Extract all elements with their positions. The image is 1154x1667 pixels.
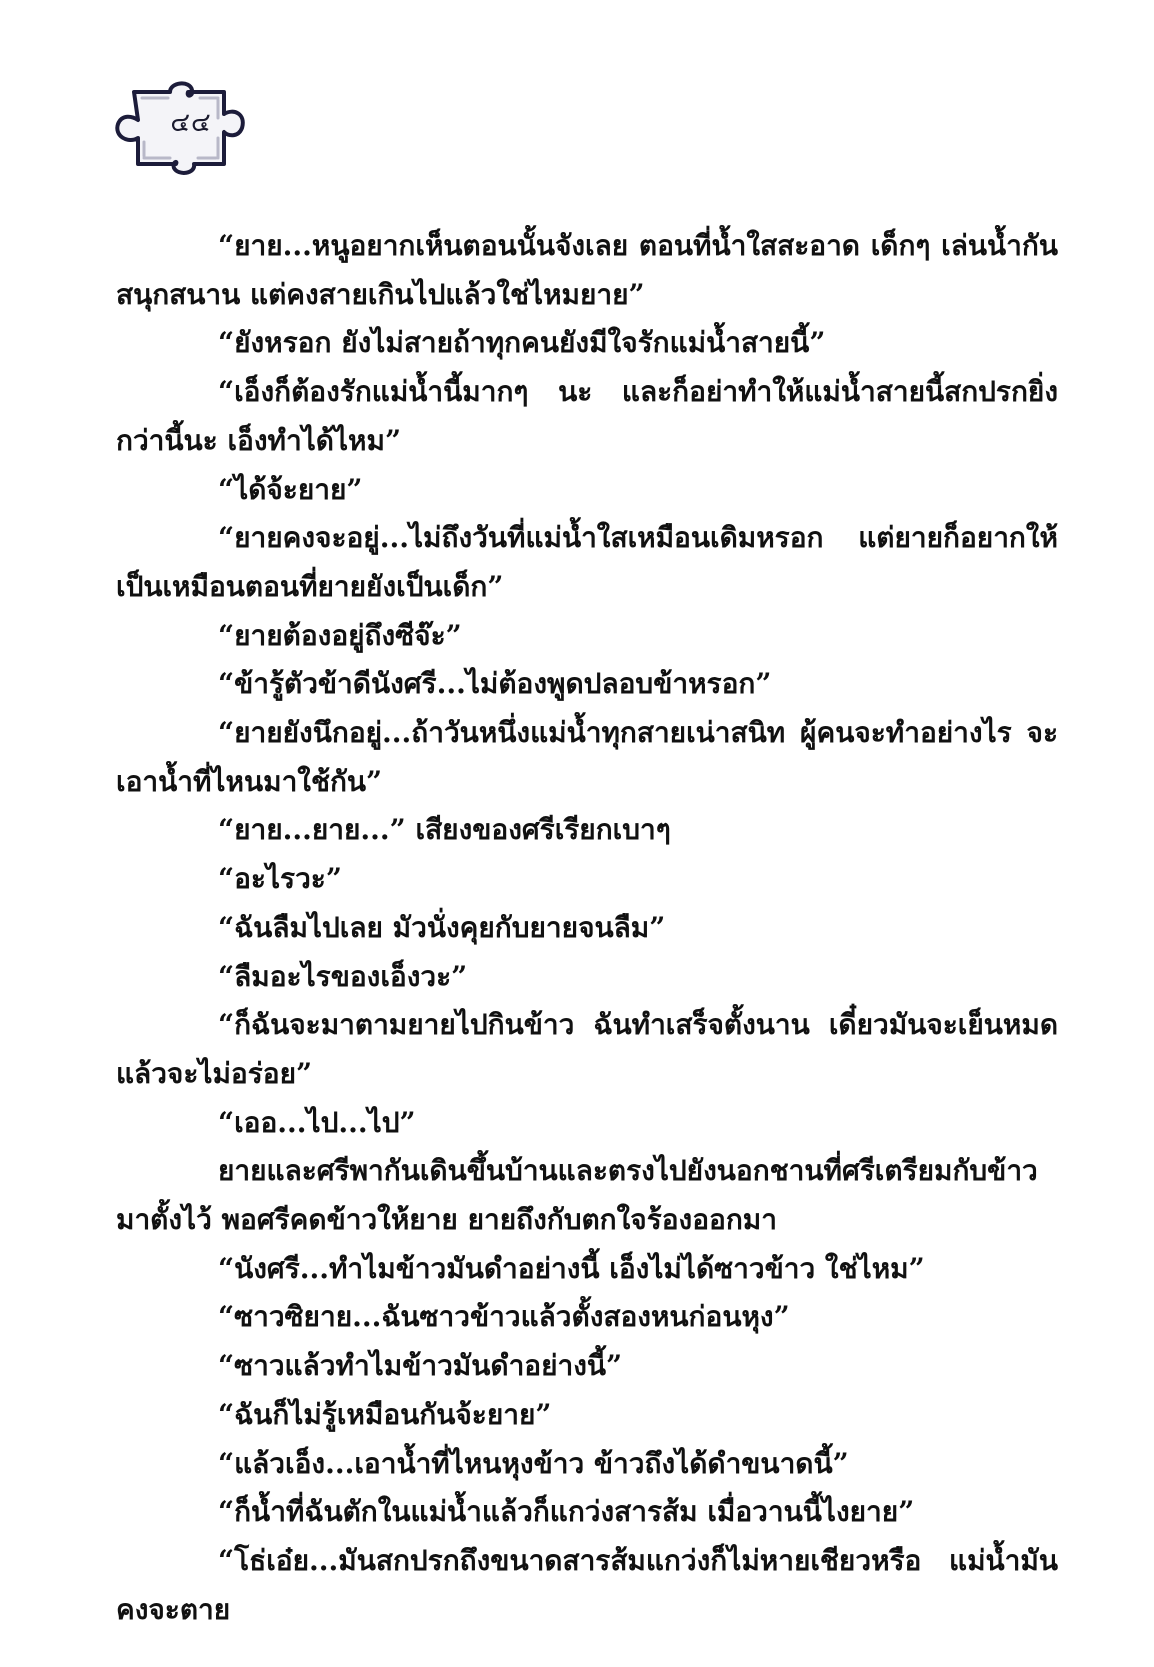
- paragraph: “เอ็งก็ต้องรักแม่น้ำนี้มากๆ นะ และก็อย่าทำให้แม่น้ำสายนี้สกปรกยิ่งกว่านี้นะ เอ็งทำได้ไหม”: [116, 375, 1058, 457]
- paragraph: “ซาวซิยาย...ฉันซาวข้าวแล้วตั้งสองหนก่อนหุง”: [218, 1300, 790, 1334]
- paragraph: “ยายต้องอยู่ถึงซีจ๊ะ”: [218, 618, 462, 652]
- paragraph: “นังศรี...ทำไมข้าวมันดำอย่างนี้ เอ็งไม่ได้ซาวข้าว ใช่ไหม”: [218, 1251, 925, 1285]
- paragraph: “โธ่เอ๋ย...มันสกปรกถึงขนาดสารส้มแกว่งก็ไม่หายเชียวหรือ แม่น้ำมันคงจะตาย: [116, 1543, 1058, 1626]
- paragraph: “ยังหรอก ยังไม่สายถ้าทุกคนยังมีใจรักแม่น้ำสายนี้”: [218, 326, 826, 360]
- paragraph: “ฉันลืมไปเลย มัวนั่งคุยกับยายจนลืม”: [218, 910, 666, 944]
- paragraph: “ฉันก็ไม่รู้เหมือนกันจ้ะยาย”: [218, 1397, 552, 1431]
- paragraph: “ยาย...ยาย...” เสียงของศรีเรียกเบาๆ: [218, 813, 671, 847]
- page-number: ๔๔: [170, 108, 212, 138]
- paragraph: “แล้วเอ็ง...เอาน้ำที่ไหนหุงข้าว ข้าวถึงได้ดำขนาดนี้”: [218, 1446, 849, 1480]
- paragraph: “ยายยังนึกอยู่...ถ้าวันหนึ่งแม่น้ำทุกสายเน่าสนิท ผู้คนจะทำอย่างไร จะเอาน้ำที่ไหนมาใช้กัน”: [116, 716, 1058, 798]
- paragraph: “ก็ฉันจะมาตามยายไปกินข้าว ฉันทำเสร็จตั้งนาน เดี๋ยวมันจะเย็นหมดแล้วจะไม่อร่อย”: [116, 1008, 1058, 1090]
- paragraph: “ก็น้ำที่ฉันตักในแม่น้ำแล้วก็แกว่งสารส้ม เมื่อวานนี้ไงยาย”: [218, 1495, 915, 1529]
- paragraph: “ข้ารู้ตัวข้าดีนังศรี...ไม่ต้องพูดปลอบข้าหรอก”: [218, 667, 772, 701]
- puzzle-piece-page-number-badge: [112, 78, 262, 178]
- paragraph: “ลืมอะไรของเอ็งวะ”: [218, 959, 468, 993]
- paragraph: “ซาวแล้วทำไมข้าวมันดำอย่างนี้”: [218, 1349, 623, 1383]
- paragraph: “ยาย...หนูอยากเห็นตอนนั้นจังเลย ตอนที่น้ำใสสะอาด เด็กๆ เล่นน้ำกันสนุกสนาน แต่คงสายเกินไปแล้วใช่ไหมยาย”: [116, 229, 1058, 311]
- story-text: [116, 222, 1058, 1634]
- paragraph: “เออ...ไป...ไป”: [218, 1105, 416, 1139]
- paragraph: “ยายคงจะอยู่...ไม่ถึงวันที่แม่น้ำใสเหมือนเดิมหรอก แต่ยายก็อยากให้เป็นเหมือนตอนที่ยายยังเป็นเด็ก”: [116, 521, 1058, 603]
- paragraph: “อะไรวะ”: [218, 862, 342, 896]
- paragraph: ยายและศรีพากันเดินขึ้นบ้านและตรงไปยังนอกชานที่ศรีเตรียมกับข้าวมาตั้งไว้ พอศรีคดข้าวให้ยาย ยายถึงกับตกใจร้องออกมา: [116, 1154, 1038, 1237]
- paragraph: “ได้จ้ะยาย”: [218, 472, 363, 506]
